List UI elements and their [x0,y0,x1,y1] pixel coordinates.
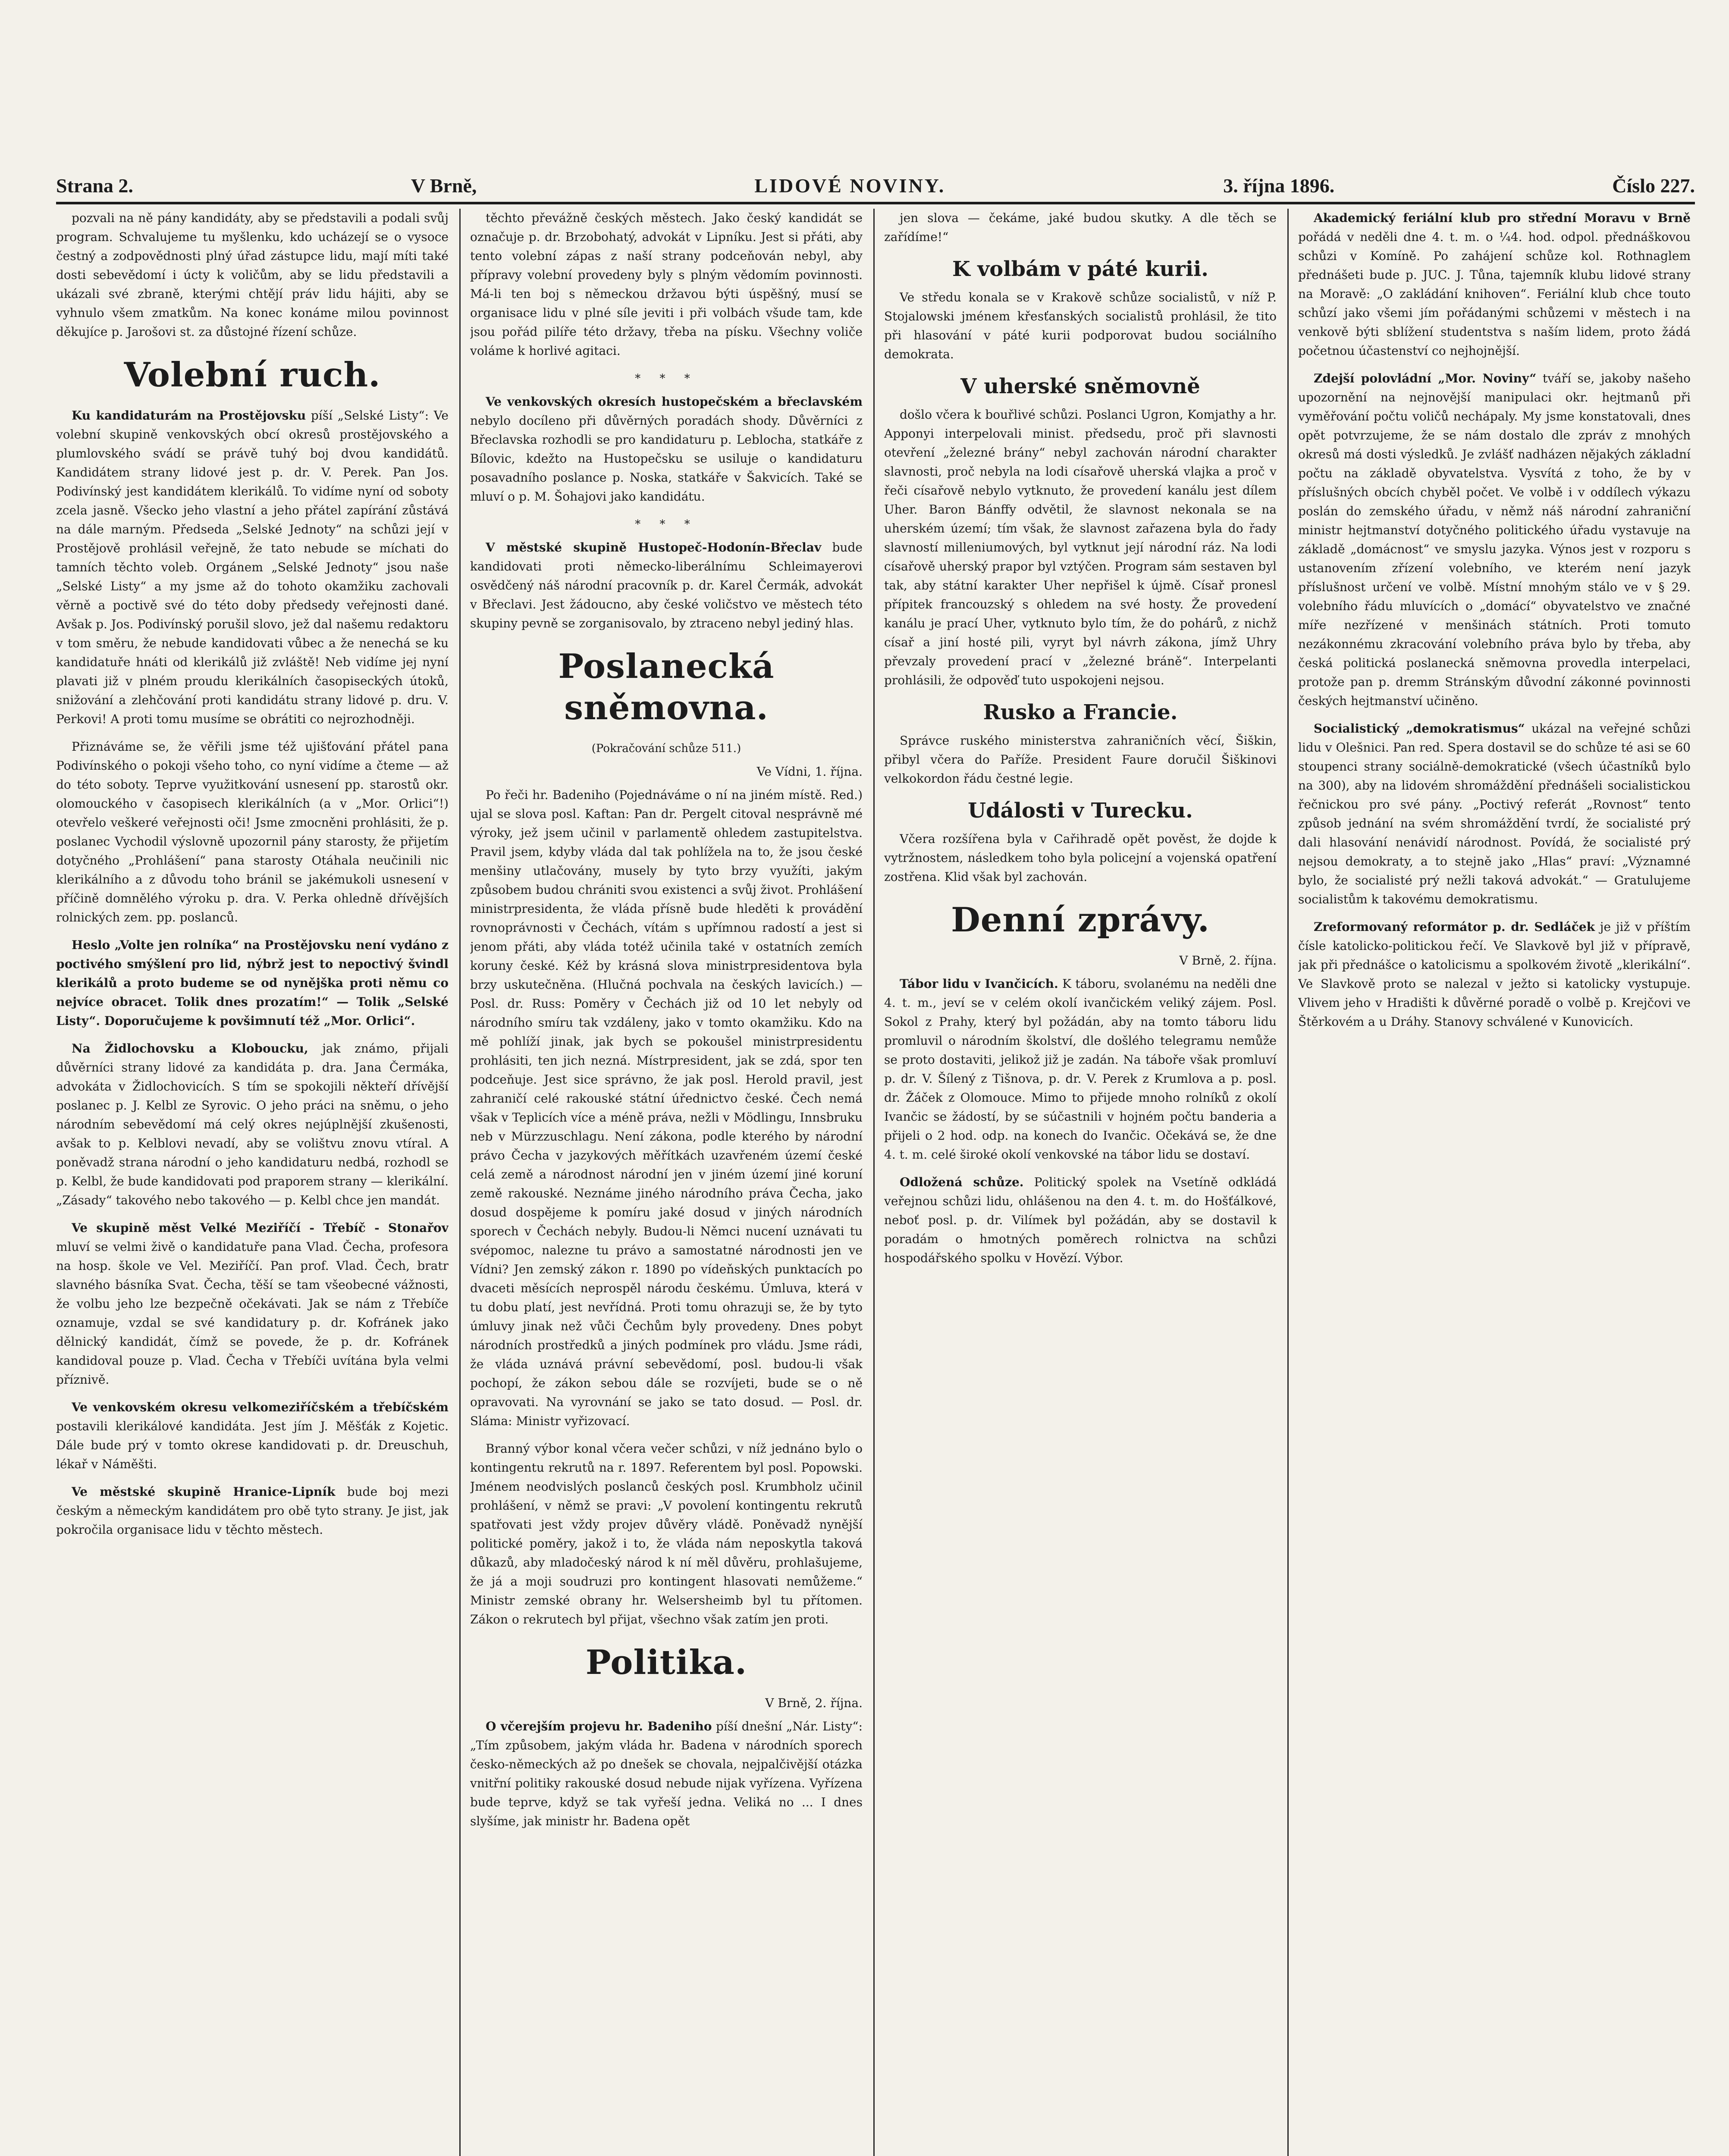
article [884,975,1277,1164]
issue-number: Číslo 227. [1612,174,1695,197]
section-heading-politika: Politika. [585,1643,747,1682]
column-3 [884,209,1277,2156]
paragraph: došlo včera k bouřlivé schůzi. Poslanci Ugron, Komjathy a hr. Apponyi interpelovali minist. předsedu, proč při slavnosti otevření „železné brány“ nebyl zachován národní charakter slavnosti, proč nebyla na lodi císařově uherská vlajka a proč v řeči císařově nebylo vytknuto, že provedení kanálu jest dílem Uher. Baron Bánffy odvětil, že slavnost nekonala se na uherském území; tím však, že slavnost zařazena byla do řady slavností milleniumových, byl vytknut její národní ráz. Na lodi císařově uherský prapor byl vztýčen. Program sám sestaven byl tak, aby státní karakter Uher nepřišel k újmě. Císař pronesl přípitek francouzský s ohledem na své hosty. Že provedení kanálu je prací Uher, vytknuto bylo tím, že do pohárů, z nichž císař a jiní hosté pili, vyryt byl návrh zákona, jímž Uhry převzaly provedení prací v „železné bráně“. Interpelanti prohlásili, že odpověď tuto uspokojeni nejsou. [884,407,1277,687]
article [1298,918,1691,1031]
paragraph-bold: Heslo „Volte jen rolníka“ na Prostějovsku není vydáno z poctivého smýšlení pro lid, nýbrž jest to nepoctivý švindl klerikálů a proto budeme se od nynějška proti němu co nejvíce obracet. Tolik dnes prozatím!“ — Tolik „Selské Listy“. Doporučujeme k povšimnutí též „Mor. Orlici“. [56,938,449,1028]
article-lead: Ve městské skupině Hranice-Lipník [72,1485,336,1499]
paragraph: jen slova — čekáme, jaké budou skutky. A dle těch se zařídíme!“ [884,211,1277,244]
page-number: Strana 2. [56,174,133,197]
dateline: V Brně, 2. října. [765,1696,863,1710]
paragraph: Správce ruského ministerstva zahraničních věcí, Šiškin, přibyl včera do Paříže. President Faure doručil Šiškinovi velkokordon řádu čestné legie. [884,733,1277,786]
section-heading-denni-zpravy: Denní zprávy. [951,900,1210,940]
article-lead: Tábor lidu v Ivančicích. [900,977,1058,991]
subheading-volby: K volbám v páté kurii. [952,257,1209,281]
paragraph: Přiznáváme se, že věřili jsme též ujišťování přátel pana Podivínského o pokoji všeho toho, co nyní vidíme a čteme — až do této soboty. Teprve využitkování usnesení pp. starostů okr. olomouckého v časopisech klerikálních (a v „Mor. Orlici“!) otevřelo veškeré veřejnosti oči! Jsme zmocněni prohlásiti, že p. poslanec Vychodil výslovně upozornil pány starosty, že přijetím dotyčného „Prohlášení“ pana starosty Otáhala neučinili nic klerikálního a z důvodu toho bránil se jakémukoli usnesení v příčině domnělého výroku p. dra. V. Perka ohledně dřívějších rolnických zem. pp. poslanců. [56,740,449,924]
column-4 [1298,209,1691,2156]
columns [56,209,1695,2156]
issue-date: 3. října 1896. [1223,174,1335,197]
article-text: ukázal na veřejné schůzi lidu v Olešnici. Pan red. Spera dostavil se do schůze té asi se 60 stoupenci strany sociálně-demokratické (všech účastníků bylo na 300), aby na lidovém shromáždění přednášeli socialistickou řečnickou pro své pány. „Poctivý referát „Rovnost“ tento způsob jednání na svém shromáždění tvrdí, že socialisté prý dali hlasování nenávidí národnost. Povídá, že socialisté prý nejsou demokraty, a to stejně jako „Hlas“ praví: „Významné bylo, že socialisté prý nežli taková advokát.“ — Gratulujeme socialistům k takovému demokratismu. [1298,721,1691,906]
column-divider [1287,209,1289,2156]
paragraph: Ve středu konala se v Krakově schůze socialistů, v níž P. Stojalowski jménem křesťanských socialistů prohlásil, že tito při hlasování v páté kurii podporovat budou sociálního demokrata. [884,290,1277,361]
article-lead: V městské skupině Hustopeč-Hodonín-Břeclav [486,540,822,555]
article-text: tváří se, jakoby našeho upozornění na nejnovější manipulaci okr. hejtmanů při vyměřování počtu voličů nechápaly. My jsme konstatovali, dnes opět potvrzujeme, že se nám dostalo dle zpráv z mnohých okresů má dosti výsledků. Je zvlášť nadházen nějakých základní počtu na základě obyvatelstva. Vysvítá z toho, že by v příslušných obcích chyběl počet. Ve volbě i v oddílech výkazu poslán do zemského úřadu, v němž náš národní zahraniční ministr hejtmanství dotyčného politického úřadu vystavuje na základě „domácnost“ ve smyslu jazyka. Výnos jest v rozporu s ustanovením zřízení volebního, ve kterém není jazyk příslušnost určení ve volbě. Místní mnohým stálo ve v § 29. volebního řádu mluvících o „domácí“ obyvatelstvo ve značné míře nezřízené v menšinách státních. Proti tomuto nezákonnému zkracování volebního práva bylo by třeba, aby česká politická poslanecká sněmovna provedla interpelaci, protože pan p. dremm Stránským důvodní zákonné povinnosti českých hejtmanství učiněno. [1298,371,1691,708]
column-1 [56,209,449,2156]
place-label: V Brně, [411,174,477,197]
paper-title: LIDOVÉ NOVINY. [754,174,946,197]
article-text: píší „Selské Listy“: Ve volební skupině venkovských obcí okresů prostějovského a plumlovského svádí se právě tuhý boj dvou kandidátů. Kandidátem strany lidové jest p. dr. V. Perek. Pan Jos. Podivínský jest kandidátem klerikálů. To vidíme nyní od soboty zcela jasně. Všecko jeho vlastní a jeho přátel zapírání zůstává na dále marným. Předseda „Selské Jednoty“ na schůzi její v Prostějově prohlásil veřejně, že tato nebude se míchati do tamních těchto voleb. Orgánem „Selské Jednoty“ jsou naše „Selské Listy“ a my jsme až do tohoto okamžiku zachovali věrně a poctivě své do této doby předsedy veřejnosti dané. Avšak p. Jos. Podivínský porušil slovo, jež dal našemu redaktoru v tom směru, že nebude kandidovati vůbec a že nenechá se ku kandidatuře hnáti od klerikálů již zvláště! Neb vidíme jej nyní plavati již v plném proudu klerikálních časopiseckých útoků, snižování a zlehčování proti kandidátu strany lidové p. dru. V. Perkovi! A proti tomu musíme se obrátiti co nejrozhodněji. [56,408,449,726]
article-text: Politický spolek na Vsetíně odkládá veřejnou schůzi lidu, ohlášenou na den 4. t. m. do Hošťálkové, neboť posl. p. dr. Vilímek byl požádán, aby se dostavil k poradám o hmotných poměrech rolnictva na schůzi hospodářského spolku v Hovězí. Výbor. [884,1175,1277,1265]
subheading-turecko: Události v Turecku. [968,799,1193,823]
article-text: nebylo docíleno při důvěrných poradách shody. Důvěrníci z Břeclavska rozhodli se pro kandidaturu p. Leblocha, statkáře z Bílovic, kdežto na Hustopečsku se usiluje o kandidaturu posavadního poslance p. Noska, statkáře v Šakvicích. Také se mluví o p. M. Šohajovi jako kandidátu. [470,414,863,504]
article-lead: Ve venkovských okresích hustopečském a břeclavském [486,395,863,409]
article-lead: Ku kandidaturám na Prostějovsku [72,408,306,423]
article-text: K táboru, svolanému na neděli dne 4. t. m., jeví se v celém okolí ivančickém veliký zájem. Posl. Sokol z Prahy, který byl požádán, aby na tomto táboru lidu promluvil o národním školství, dle došlého telegramu nemůže se proto dostaviti, jelikož již je zadán. Na táboře však promluví p. dr. V. Šílený z Tišnova, p. dr. V. Perek z Krumlova a p. posl. dr. Žáček z Olomouce. Mimo to přijede mnoho rolníků z okolí Ivančic se žádostí, by se súčastnili v hojném počtu banderia a přijeli o 2 hod. odp. na konech do Ivančic. Očekává se, že dne 4. t. m. celé široké okolí venkovské na tábor lidu se dostaví. [884,977,1277,1162]
article [56,1482,449,1539]
article [470,1717,863,1831]
separator-stars: * * * [635,372,698,385]
article-lead: Ve skupině měst Velké Meziříčí - Třebíč - Stonařov [72,1221,449,1235]
dateline: V Brně, 2. října. [1179,953,1277,968]
article-text: postavili klerikálové kandidáta. Jest jím J. Měšťák z Kojetic. Dále bude prý v tomto okrese kandidovati p. dr. Dreuschuh, lékař v Náměšti. [56,1419,449,1471]
paragraph: těchto převážně českých městech. Jako český kandidát se označuje p. dr. Brzobohatý, advokát v Lipníku. Jest si přáti, aby tento volební zápas z naší strany podceňován nebyl, aby přípravy volební provedeny byly s plným vědomím povinnosti. Má-li ten boj s německou državou býti úspěšný, musí se organisace lidu v plné síle jeviti i při volbách všude tam, kde jsou pořád pilíře této državy, třeba na písku. Všechny voliče voláme k horlivé agitaci. [470,211,863,358]
paragraph: Včera rozšířena byla v Cařihradě opět pověst, že dojde k vytržnostem, následkem toho byla policejní a vojenská opatření zostřena. Klid však byl zachován. [884,832,1277,884]
separator-stars: * * * [635,518,698,531]
paragraph: Branný výbor konal včera večer schůzi, v níž jednáno bylo o kontingentu rekrutů na r. 1897. Referentem byl posl. Popowski. Jménem neodvislých poslanců českých posl. Krumbholz učinil prohlášení, v němž se pravi: „V povolení kontingentu rekrutů spatřovati jest vždy projev důvěry vládě. Poněvadž nynější politické poměry, jakož i to, že vláda nám neposkytla taková důkazů, aby mladočeský národ k ní měl důvěru, prohlašujeme, že já a moji soudruzi pro kontingent hlasovati nemůžeme.“ Ministr zemské obrany hr. Welsersheimb byl tu přítomen. Zákon o rekrutech byl přijat, všechno však zatím jen proti. [470,1442,863,1626]
article-text: pořádá v neděli dne 4. t. m. o ¼4. hod. odpol. přednáškovou schůzi v Komíně. Po zahájení schůze kol. Rothnaglem přednášeti bude p. JUC. J. Tůna, tajemník klubu lidové strany na Moravě: „O zakládání knihoven“. Feriální klub chce touto schůzí jako všemi jím pořádanými schůzemi v městech i na venkově býti sblížení studentstva s naším lidem, proto žádá početnou účastenství co nejhojnější. [1298,230,1691,358]
article [56,1398,449,1474]
article-text: píší dnešní „Nár. Listy“: „Tím způsobem, jakým vláda hr. Badena v národních sporech česko-německých až po dnešek se chovala, nejpalčivější otázka vnitřní politiky rakouské dosud nebude nijak vyřízena. Vyřízena bude teprve, když se tak vyřeší jedna. Veliká no ... I dnes slyšíme, jak ministr hr. Badena opět [470,1719,863,1828]
paragraph: Po řeči hr. Badeniho (Pojednáváme o ní na jiném místě. Red.) ujal se slova posl. Kaftan: Pan dr. Pergelt citoval nesprávně mé výroky, jež jsem učinil v parlamentě ohledem zastupitelstva. Pravil jsem, kdyby vláda dal tak pohlížela na to, že jsou české menšiny utlačovány, musely by tyto brzy využíti, jakým způsobem budou chrániti svou existenci a svůj život. Prohlášení ministrpresidenta, že vláda přísně bude hleděti k provádění rovnoprávnosti v Čechách, vítám s upřímnou radostí a jest si jenom přáti, aby vláda totéž učinila také v ostatních zemích koruny české. Kéž by krásná slova ministrpresidentova byla brzy uskutečněna. (Hlučná pochvala na českých lavicích.) — Posl. dr. Russ: Poměry v Čechách již od 10 let nebyly od národního smíru tak vzdáleny, jako v tomto okamžiku. Kdo na mě pohlíží jinak, jak bych se pokoušel ministrpresidentu prohlásiti, ten jich nezná. Místrpresident, jak se zdá, spor ten podceňuje. Jest sice správno, že jak posl. Herold pravil, jest zahraničí celé rakouské státní úřednictvo české. Čech nemá však v Teplicích více a méně práva, nežli v Mödlingu, Innsbruku neb v Mürzzuschlagu. Není zákona, podle kterého by národní právo Čecha v jazykových měřítkách uzavřeném území české celá země a národnost národní jen v jiném území jiné koruní země rakouské. Neznáme jiného národního práva Čecha, jako dosud dospějeme k pomíru jaké dosud v jiných národních sporech v Čechách nebyly. Budou-li Němci nucení uznávati tu svépomoc, nalezne tu právo a samostatné národnosti jen ve Vídni? Jen zemský zákon r. 1890 po vídeňských punktacích po dvaceti měsících neprospěl národu českému. Úmluva, která v tu dobu platí, jest nevřídná. Proti tomu ohrazuji se, že by tyto úmluvy jinak než vůči Čechům byly provedeny. Dnes pobyt národních prostředků a jiných podmínek pro vládu. Jsme rádi, že vláda uznává právní sebevědomí, posl. budou-li však pochopí, že zákon sebou dále se rozvíjeti, bude se o ně opravovati. Na vyrovnání se jako se tato dosud. — Posl. dr. Sláma: Ministr vyřizovací. [470,788,863,1428]
column-divider [459,209,461,2156]
dateline: Ve Vídni, 1. října. [756,765,863,779]
section-heading-poslanecka-snemovna: Poslanecká sněmovna. [558,647,775,727]
article-lead: Na Židlochovsku a Kloboucku, [72,1041,308,1056]
article-text: je již v příštím čísle katolicko-politickou řečí. Ve Slavkově byl již v přípravě, jak při přednášce o katolicismu a spolkovém životě „klerikální“. Ve Slavkově proto se nalezal v ježto si katolicky vystupuje. Vlivem jeho v Hradišti k důvěrné poradě o volbě p. Krejčovi ve Štěrkovém a u Dráhy. Stanovy schválené v Kunovicích. [1298,920,1691,1029]
article-lead: Zdejší polovládní „Mor. Noviny“ [1314,371,1537,385]
article [56,1039,449,1210]
article [470,538,863,633]
article-lead: Socialistický „demokratismus“ [1314,721,1525,736]
page-header [56,172,1695,198]
article [1298,369,1691,711]
article-lead: Zreformovaný reformátor p. dr. Sedláček [1314,920,1595,934]
subheading-rusko-francie: Rusko a Francie. [983,700,1178,724]
article-lead: Akademický feriální klub pro střední Moravu v Brně [1314,211,1691,225]
subheading-uherska-snemovna: V uherské sněmovně [960,374,1200,398]
article [56,1219,449,1389]
article-text: bude kandidovati proti německo-liberálnímu Schleimayerovi osvědčený náš národní pracovník p. dr. Karel Čermák, advokát v Břeclavi. Jest žádoucno, aby české voličstvo ve městech této skupiny pevně se zorganisovalo, by ztraceno nebyl jediný hlas. [470,540,863,630]
continuation-note: (Pokračování schůze 511.) [591,742,741,755]
article-lead: Odložená schůze. [900,1175,1024,1189]
column-2 [470,209,863,2156]
article-text: bude boj mezi českým a německým kandidátem pro obě tyto strany. Je jist, jak pokročila organisace lidu v těchto městech. [56,1485,449,1537]
column-divider [873,209,875,2156]
article [884,1173,1277,1268]
article-lead: Ve venkovském okresu velkomeziříčském a třebíčském [72,1400,449,1414]
paragraph: pozvali na ně pány kandidáty, aby se představili a podali svůj program. Schvalujeme tu myšlenku, kdo ucházejí se o vysoce čestný a zodpovědnosti plný úřad zástupce lidu, mají míti také dosti sebevědomí i úcty k voličům, aby se lidu představili a ukázali své zbraně, kterými chtějí práv lidu hájiti, aby se vyhnulo všem zmatkům. Na konec konáme milou povinnost děkujíce p. Jarošovi st. za důstojné řízení schůze. [56,211,449,339]
article [56,406,449,729]
article-text: jak známo, přijali důvěrníci strany lidové za kandidáta p. dra. Jana Čermáka, advokáta v Židlochovicích. S tím se spokojili někteří dřívější poslanec p. J. Kelbl ze Syrovic. O jeho práci na sněmu, o jeho národním sebevědomí má celý okres nejúplnější zkušenosti, avšak to p. Kelblovi nevadí, aby se volištvu znovu vtíral. A poněvadž strana národní o jeho kandidaturu nedbá, rozhodl se p. Kelbl, že bude kandidovati pod praporem strany — klerikální. „Zásady“ takového nebo takového — p. Kelbl chce jen mandát. [56,1041,449,1207]
article-lead: O včerejším projevu hr. Badeniho [486,1719,712,1733]
section-heading-volebni-ruch: Volební ruch. [124,355,381,395]
article [1298,719,1691,909]
header-rule [56,202,1695,204]
article [1298,209,1691,360]
article-text: mluví se velmi živě o kandidatuře pana Vlad. Čecha, profesora na hosp. škole ve Vel. Meziříčí. Pan prof. Vlad. Čech, bratr slavného básníka Svat. Čecha, těší se tam všeobecné vážnosti, že volbu jeho lze bezpečně očekávati. Jak se nám z Třebíče oznamuje, vzdal se své kandidatury p. dr. Kofránek jako dělnický kandidát, čímž se povede, že p. dr. Kofránek kandidoval pouze p. Vlad. Čecha v Třebíči uvítána byla velmi příznivě. [56,1240,449,1387]
article [470,392,863,506]
